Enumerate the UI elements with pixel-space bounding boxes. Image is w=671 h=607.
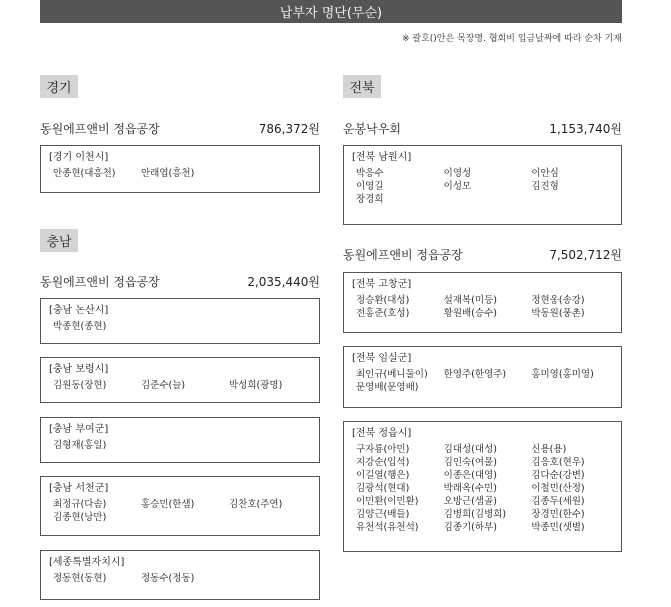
group-title: [충남 보령시] xyxy=(49,364,109,375)
donor-row xyxy=(40,120,320,136)
member-name: 김종현(낭만) xyxy=(53,512,107,523)
member-name: 김형재(홍일) xyxy=(53,440,107,451)
member-name: 최정규(다솜) xyxy=(53,499,107,510)
member-name: 유천석(유천석) xyxy=(356,522,419,533)
member-name: 박동원(풍촌) xyxy=(531,308,585,319)
page-title: 납부자 명단(무순) xyxy=(279,6,383,21)
member-name: 김원동(장현) xyxy=(53,380,107,391)
donor-row xyxy=(343,120,622,136)
member-name: 박래옥(수민) xyxy=(443,483,497,494)
member-name: 신용(용) xyxy=(531,444,567,455)
member-name: 정현웅(송강) xyxy=(531,295,585,306)
member-name: 김광석(현대) xyxy=(356,483,410,494)
donor-name: 운봉낙우회 xyxy=(343,121,401,136)
group-title: [세종특별자치시] xyxy=(49,557,125,568)
group-box xyxy=(343,421,622,552)
region-label-chungnam: 충남 xyxy=(40,229,78,252)
header-note: ※ 괄호()안은 목장명. 협회비 입금날짜에 따라 순차 기재 xyxy=(401,34,622,44)
donor-amount: 2,035,440원 xyxy=(247,274,320,289)
member-name: 장경희 xyxy=(356,194,384,205)
member-name: 이안심 xyxy=(531,168,559,179)
member-name: 김다순(강변) xyxy=(531,470,585,481)
group-box xyxy=(40,550,320,600)
member-name: 김진형 xyxy=(531,181,559,192)
member-name: 김병희(김병희) xyxy=(443,509,507,520)
group-title: [충남 부여군] xyxy=(49,424,109,435)
donor-name: 동원에프앤비 정읍공장 xyxy=(40,274,160,289)
group-box xyxy=(40,298,320,344)
member-name: 홍승민(한샘) xyxy=(141,499,195,510)
member-name: 안종현(대흥천) xyxy=(53,168,116,179)
member-name: 정승환(대성) xyxy=(356,295,410,306)
donor-name: 동원에프앤비 정읍공장 xyxy=(343,247,463,262)
member-name: 이영성 xyxy=(443,168,472,179)
donor-amount: 786,372원 xyxy=(258,121,320,136)
group-title: [전북 고창군] xyxy=(352,279,412,290)
member-name: 김종기(하부) xyxy=(443,522,497,533)
member-name: 황원배(승수) xyxy=(443,308,497,319)
member-name: 설재복(미등) xyxy=(443,295,497,306)
member-name: 최인규(베니둘이) xyxy=(356,369,428,380)
group-title: [전북 임실군] xyxy=(352,353,412,364)
group-box xyxy=(343,346,622,408)
member-name: 김양근(배들) xyxy=(356,509,410,520)
group-box xyxy=(40,145,320,193)
region-label-jeonbuk: 전북 xyxy=(343,75,381,98)
region-label-gyeonggi: 경기 xyxy=(40,75,78,98)
member-name: 박종민(샛별) xyxy=(531,522,585,533)
member-name: 이민환(이민환) xyxy=(356,496,419,507)
donor-row xyxy=(40,273,320,289)
donor-row xyxy=(343,246,622,262)
member-name: 김대성(대성) xyxy=(443,444,497,455)
member-name: 김종두(세원) xyxy=(531,496,585,507)
member-name: 김준수(늘) xyxy=(141,380,186,391)
member-name: 장경민(한수) xyxy=(531,509,585,520)
group-box xyxy=(40,417,320,463)
group-title: [전북 남원시] xyxy=(352,152,412,163)
member-name: 구자룡(아민) xyxy=(356,444,410,455)
member-name: 김응호(현우) xyxy=(531,457,585,468)
group-title: [충남 논산시] xyxy=(49,305,109,316)
member-name: 지강순(입석) xyxy=(356,457,410,468)
member-name: 김인숙(여물) xyxy=(443,457,497,468)
member-name: 박종현(종현) xyxy=(53,321,107,332)
donor-name: 동원에프앤비 정읍공장 xyxy=(40,121,160,136)
member-name: 문영배(문영배) xyxy=(356,382,419,393)
group-box xyxy=(40,476,320,536)
member-name: 홍미영(홍미영) xyxy=(531,369,594,380)
donor-amount: 7,502,712원 xyxy=(549,247,622,262)
member-name: 박응수 xyxy=(356,168,384,179)
group-title: [충남 서천군] xyxy=(49,483,109,494)
member-name: 한영주(한영주) xyxy=(443,369,507,380)
member-name: 정동수(정동) xyxy=(141,573,195,584)
member-name: 오방근(샘골) xyxy=(443,496,497,507)
member-name: 이종은(대영) xyxy=(443,470,497,481)
member-name: 이길열(행은) xyxy=(356,470,410,481)
member-name: 전홍준(호성) xyxy=(356,308,410,319)
group-title: [전북 정읍시] xyxy=(352,428,412,439)
member-name: 박성희(광명) xyxy=(229,380,283,391)
group-box xyxy=(343,272,622,333)
member-name: 안래엽(흥천) xyxy=(141,168,195,179)
member-name: 정동현(동현) xyxy=(53,573,107,584)
donor-amount: 1,153,740원 xyxy=(549,121,622,136)
group-title: [경기 이천시] xyxy=(49,152,109,163)
group-box xyxy=(40,357,320,403)
page-title-bar xyxy=(40,0,622,23)
member-name: 김찬호(주연) xyxy=(229,499,283,510)
member-name: 이영길 xyxy=(356,181,384,192)
member-name: 이철민(산정) xyxy=(531,483,585,494)
group-box xyxy=(343,145,622,225)
member-name: 이성모 xyxy=(443,181,472,192)
